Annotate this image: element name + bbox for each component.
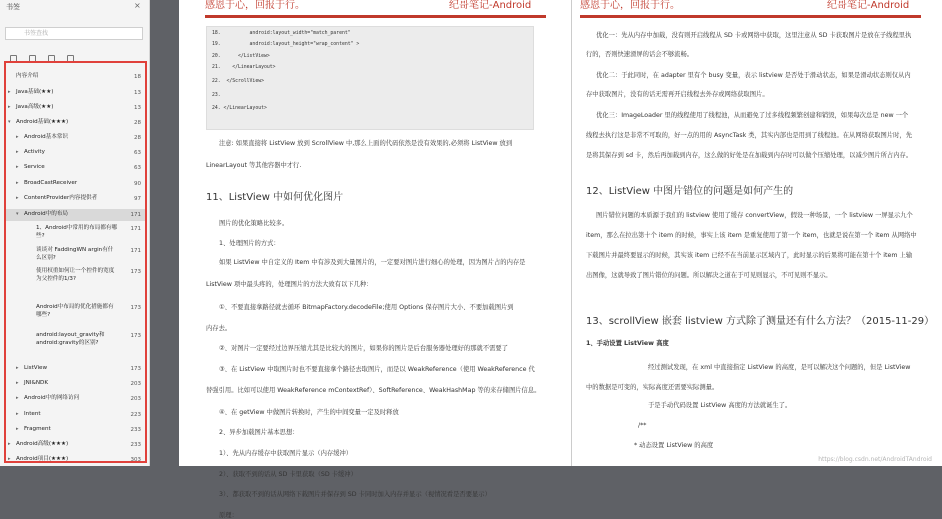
toc-item-page: 203 <box>130 381 141 387</box>
toc-item-label: ContentProvider内容提供者 <box>24 195 98 201</box>
toc-item[interactable] <box>6 193 145 205</box>
toc-item[interactable] <box>6 178 145 190</box>
paragraph-line: 出图像，这就导致了图片错位的问题。所以解决之道在于可见则显示，不可见则不显示。 <box>586 272 832 279</box>
toc-item-label: 谈谈对 FaddingWN argin有什么区别? <box>36 247 114 261</box>
toc-item-page: 171 <box>130 226 141 232</box>
code-line: 23. <box>212 93 221 98</box>
sidebar-title: 书签 <box>6 3 20 11</box>
chevron-right-icon[interactable]: ▸ <box>16 365 19 371</box>
page-header-left: 感恩于心，回报于行。 <box>580 0 680 11</box>
toc-item-page: 173 <box>130 305 141 311</box>
paragraph-line: item，那么在拉出第十个 item 的时候，事实上该 item 是重复使用了第一个 item，也就是说在第一个 item 从网络中 <box>586 232 917 239</box>
chevron-right-icon[interactable]: ▸ <box>16 426 19 432</box>
toc-item-page: 203 <box>130 396 141 402</box>
paragraph-line: 线程去执行这是非常不可取的，好一点的用的 AsyncTask 类，其实内部也是用到了线程池。在从网络获取图片时，先 <box>586 132 913 139</box>
toc-item[interactable] <box>6 87 145 99</box>
viewer-gutter <box>150 0 179 466</box>
paragraph-line: 图片错位问题的本质源于我们的 listview 使用了缓存 convertView，假设一种场景，一个 listview 一屏显示九个 <box>596 212 913 219</box>
toc-item[interactable] <box>6 117 145 129</box>
subsection-heading: 1、手动设置 ListView 高度 <box>586 340 669 347</box>
toc-item[interactable] <box>6 363 145 375</box>
chevron-right-icon[interactable]: ▸ <box>8 456 11 462</box>
toc-item-label: Android项目(★★★) <box>16 456 69 462</box>
toc-item-label: 1、Android中常用的布局都有哪些? <box>36 225 118 239</box>
header-rule <box>205 15 546 18</box>
toc-item-page: 97 <box>134 196 141 202</box>
toc-item[interactable] <box>6 424 145 436</box>
code-line: 21. </LinearLayout> <box>212 65 276 70</box>
toc-item[interactable] <box>6 378 145 390</box>
page-header-left: 感恩于心，回报于行。 <box>205 0 305 11</box>
chevron-right-icon[interactable]: ▸ <box>16 195 19 201</box>
sidebar-toolbar <box>10 47 81 56</box>
paragraph-line: 行的，否则快速滑屏的话会不够流畅。 <box>586 51 694 58</box>
paragraph-line: 如果 ListView 中自定义的 Item 中有涉及到大量图片的，一定要对图片进行细心的处理，因为图片占的内存是 <box>219 259 526 266</box>
page-header-right: 纪哥笔记-Android <box>449 0 532 11</box>
toc-item-page: 28 <box>134 135 141 141</box>
code-block <box>206 26 534 130</box>
toc-item-page: 13 <box>134 105 141 111</box>
header-rule <box>580 15 921 18</box>
toc-item-label: JNI&NDK <box>24 380 49 386</box>
toc-item-label: Android中的布局 <box>24 211 69 217</box>
code-line: 18. android:layout_width="match_parent" <box>212 31 351 36</box>
toc-item[interactable] <box>6 209 145 221</box>
paragraph-line: ②、对图片一定要经过边界压缩尤其是比较大的图片，如果你的图片是后台服务器处理好的那就不需要了 <box>219 345 509 352</box>
toc-item-page: 173 <box>130 366 141 372</box>
chevron-right-icon[interactable]: ▸ <box>8 104 11 110</box>
paragraph-line: * 动态设置 ListView 的高度 <box>634 442 714 449</box>
note-text: LinearLayout 等其他容器中才行. <box>206 162 302 169</box>
toc-item-page: 13 <box>134 90 141 96</box>
toc-item-label: Android基本常识 <box>24 134 69 140</box>
toc-item-page: 233 <box>130 442 141 448</box>
chevron-right-icon[interactable]: ▸ <box>16 395 19 401</box>
paragraph-line: ListView 项中最头疼的，处理图片的方法大致有以下几种： <box>206 281 373 288</box>
toc-item-label: Android中的网络访问 <box>24 395 80 401</box>
paragraph-line: 2、异步加载图片基本思想： <box>219 429 299 436</box>
paragraph-line: 内存去。 <box>206 325 232 332</box>
toc-item-label: 使用权重如何让一个控件的宽度为父控件的1/3? <box>36 268 115 282</box>
paragraph-line: 图片的优化策略比较多。 <box>219 220 289 227</box>
paragraph-line: 经过测试发现，在 xml 中直接指定 ListView 的高度，是可以解决这个问题的，但是 ListView <box>648 364 911 371</box>
toc-item-page: 63 <box>134 150 141 156</box>
toc-item[interactable] <box>6 71 145 83</box>
toc-item-label: android:layout_gravity和android:gravity的区别? <box>36 332 105 346</box>
toc-item[interactable] <box>6 245 145 265</box>
toc-item[interactable] <box>6 409 145 421</box>
toc-item[interactable] <box>6 132 145 144</box>
paragraph-line: 是将其保存到 sd 卡，然后再加载到内存，这么做的好处是在加载到内存时可以做个压缩处理，以减少图片所占内存。 <box>586 152 913 159</box>
toc-item-label: Android中布局的优化措施都有哪些? <box>36 304 114 318</box>
toc-item-label: Java高级(★★) <box>16 104 54 110</box>
code-line: 19. android:layout_height="wrap_content" > <box>212 42 360 47</box>
chevron-right-icon[interactable]: ▸ <box>8 441 11 447</box>
paragraph-line: 替强引用。比如可以使用 WeakReference mContextRef）、SoftReference、WeakHashMap 等的来存储图片信息。 <box>206 387 541 394</box>
chevron-down-icon[interactable]: ▾ <box>16 211 19 217</box>
toc-item[interactable] <box>6 454 145 466</box>
toc-item-page: 303 <box>130 457 141 463</box>
document-page-right <box>571 0 942 466</box>
chevron-right-icon[interactable]: ▸ <box>16 180 19 186</box>
page-header-right: 纪哥笔记-Android <box>827 0 910 11</box>
toc-item[interactable] <box>6 162 145 174</box>
toc-item-label: BroadCastReceiver <box>24 180 78 186</box>
toc-item[interactable] <box>6 266 145 300</box>
paragraph-line: 优化一：先从内存中加载，没有则开启线程从 SD 卡或网络中获取，这里注意从 SD 卡获取图片是放在子线程里执 <box>596 32 912 39</box>
paragraph-line: 于是手动代码设置 ListView 高度的方法就诞生了。 <box>648 402 792 409</box>
paragraph-line: 存中获取图片，没有的话无需再开启线程去外存或网络获取图片。 <box>586 91 769 98</box>
toc-item-page: 173 <box>130 269 141 275</box>
toc-item-label: 内容介绍 <box>16 73 39 79</box>
toc-item[interactable] <box>6 330 145 360</box>
toc-item-page: 90 <box>134 181 141 187</box>
toc-item[interactable] <box>6 147 145 159</box>
paragraph-line: ①、不要直接拿路径就去循环 BitmapFactory.decodeFile;使用 Options 保存图片大小、不要加载图片到 <box>219 304 514 311</box>
chevron-right-icon[interactable]: ▸ <box>16 411 19 417</box>
toc-item[interactable] <box>6 223 145 243</box>
toc-item-page: 223 <box>130 412 141 418</box>
chevron-right-icon[interactable]: ▸ <box>16 134 19 140</box>
paragraph-line: 1）、先从内存缓存中获取图片显示（内存缓冲） <box>219 450 353 457</box>
toc-item-page: 171 <box>130 248 141 254</box>
toc-item[interactable] <box>6 102 145 114</box>
paragraph-line: ③、在 ListView 中取图片时也不要直接拿个路径去取图片，而是以 WeakReference（使用 WeakReference 代 <box>219 366 535 373</box>
code-line: 20. </ListView> <box>212 54 270 59</box>
bookmark-search-input[interactable]: 书签查找 <box>5 27 143 40</box>
code-line: 22. </ScrollView> <box>212 79 264 84</box>
toc-item-label: Android高级(★★★) <box>16 441 69 447</box>
toc-item-page: 63 <box>134 165 141 171</box>
section-heading: 11、ListView 中如何优化图片 <box>206 192 344 203</box>
section-heading: 12、ListView 中图片错位的问题是如何产生的 <box>586 186 794 197</box>
paragraph-line: /** <box>638 422 647 429</box>
chevron-down-icon[interactable]: ▾ <box>8 119 11 125</box>
toc-item-label: Service <box>24 164 45 170</box>
code-line: 24. </LinearLayout> <box>212 106 267 111</box>
paragraph-line: 优化三：ImageLoader 里的线程使用了线程池，从而避免了过多线程频繁创建和销毁，如果每次总是 new 一个 <box>596 112 909 119</box>
chevron-right-icon[interactable]: ▸ <box>16 164 19 170</box>
toc-item-label: Android基础(★★★) <box>16 119 69 125</box>
note-text: 注意: 如果直接将 ListView 放到 ScrollView 中,那么上面的代码依然是没有效果的,必须将 ListView 放到 <box>219 140 513 147</box>
paragraph-line: 2）、获取不到的话从 SD 卡里获取（SD 卡缓冲） <box>219 471 357 478</box>
toc-item-label: ListView <box>24 365 48 371</box>
table-of-contents <box>4 61 147 463</box>
paragraph-line: 下载图片并最终要显示的时候，其实该 item 已经不在当前显示区域内了，此时显示的后果将可能在第十个 item 上输 <box>586 252 913 259</box>
toc-item[interactable] <box>6 393 145 405</box>
toc-item-label: Fragment <box>24 426 51 432</box>
chevron-right-icon[interactable]: ▸ <box>16 149 19 155</box>
toc-item-page: 18 <box>134 74 141 80</box>
paragraph-line: 中的数据是可变的，实际高度还需要实际测量。 <box>586 384 719 391</box>
paragraph-line: ④、在 getView 中做图片转换时，产生的中间变量一定及时释放 <box>219 409 399 416</box>
chevron-right-icon[interactable]: ▸ <box>16 380 19 386</box>
paragraph-line: 原理： <box>219 512 238 519</box>
paragraph-line: 1、处理图片的方式： <box>219 240 280 247</box>
toc-item-page: 28 <box>134 120 141 126</box>
toc-item-label: Activity <box>24 149 45 155</box>
chevron-right-icon[interactable]: ▸ <box>8 89 11 95</box>
section-heading: 13、scrollView 嵌套 listview 方式除了测量还有什么方法？（2015-11-29） <box>586 316 935 327</box>
toc-item[interactable] <box>6 302 145 328</box>
toc-item-label: Intent <box>24 411 41 417</box>
toc-item-page: 233 <box>130 427 141 433</box>
bookmark-sidebar <box>0 0 150 466</box>
toc-item-page: 173 <box>130 333 141 339</box>
watermark: https://blog.csdn.net/AndroidTAndroid <box>818 456 932 463</box>
paragraph-line: 3）、都获取不到的话从网络下载图片并保存到 SD 卡同时加入内存并显示（视情况看是否要显示） <box>219 491 491 498</box>
paragraph-line: 优化二：于此同时，在 adapter 里有个 busy 变量，表示 listview 是否处于滑动状态，如果是滑动状态则仅从内 <box>596 72 911 79</box>
close-icon[interactable]: × <box>134 1 141 10</box>
toc-item-page: 171 <box>130 212 141 218</box>
document-page-left <box>179 0 571 519</box>
toc-item[interactable] <box>6 439 145 451</box>
toc-item-label: Java基础(★★) <box>16 89 54 95</box>
